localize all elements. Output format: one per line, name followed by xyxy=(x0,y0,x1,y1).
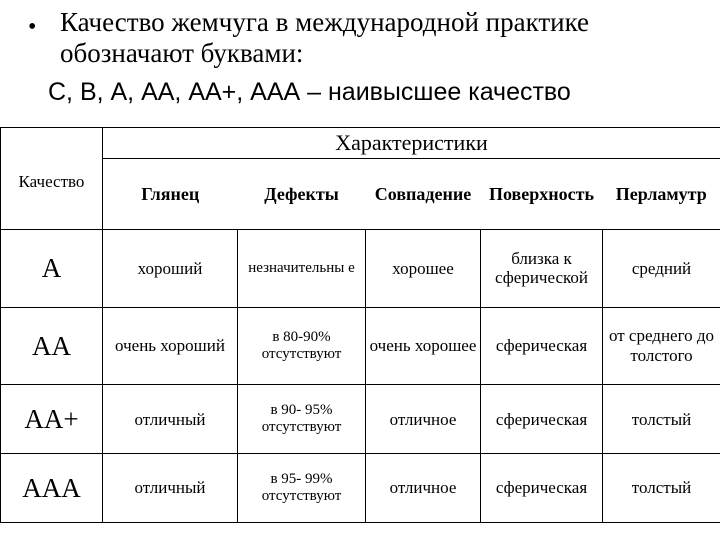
table-row xyxy=(1,454,720,523)
nacre-cell: толстый xyxy=(603,385,720,454)
title-line-3: С, В, А, АА, АА+, ААА – наивысшее качество xyxy=(48,78,571,106)
quality-header: Качество xyxy=(1,128,103,230)
surface-cell: сферическая xyxy=(481,307,603,385)
nacre-cell: от среднего до толстого xyxy=(603,307,720,385)
match-cell: отличное xyxy=(366,385,481,454)
column-header-match: Совпадение xyxy=(366,159,481,230)
surface-cell: сферическая xyxy=(481,454,603,523)
title-line-1: Качество жемчуга в международной практике xyxy=(60,7,590,37)
title-line-2: обозначают буквами: xyxy=(60,38,304,68)
slide-header xyxy=(0,0,720,126)
table-row xyxy=(1,385,720,454)
gloss-cell: отличный xyxy=(103,385,238,454)
defects-cell: незначительны е xyxy=(238,230,366,308)
characteristics-header: Характеристики xyxy=(103,128,720,159)
nacre-cell: толстый xyxy=(603,454,720,523)
match-cell: хорошее xyxy=(366,230,481,308)
grade-cell: АА xyxy=(1,307,103,385)
pearl-quality-table xyxy=(0,127,720,523)
defects-cell: в 95- 99% отсутствуют xyxy=(238,454,366,523)
surface-cell: сферическая xyxy=(481,385,603,454)
column-header-gloss: Глянец xyxy=(103,159,238,230)
defects-cell: в 80-90% отсутствуют xyxy=(238,307,366,385)
defects-cell: в 90- 95% отсутствуют xyxy=(238,385,366,454)
surface-cell: близка к сферической xyxy=(481,230,603,308)
table-row xyxy=(1,230,720,308)
table-header-row xyxy=(1,128,720,159)
column-header-defects: Дефекты xyxy=(238,159,366,230)
grade-cell: А xyxy=(1,230,103,308)
nacre-cell: средний xyxy=(603,230,720,308)
bullet-marker: • xyxy=(28,14,37,40)
match-cell: очень хорошее xyxy=(366,307,481,385)
grade-cell: АА+ xyxy=(1,385,103,454)
table-row xyxy=(1,307,720,385)
gloss-cell: отличный xyxy=(103,454,238,523)
match-cell: отличное xyxy=(366,454,481,523)
column-header-surface: Поверхность xyxy=(481,159,603,230)
column-header-nacre: Перламутр xyxy=(603,159,720,230)
column-header-row xyxy=(1,159,720,230)
gloss-cell: очень хороший xyxy=(103,307,238,385)
gloss-cell: хороший xyxy=(103,230,238,308)
grade-cell: ААА xyxy=(1,454,103,523)
